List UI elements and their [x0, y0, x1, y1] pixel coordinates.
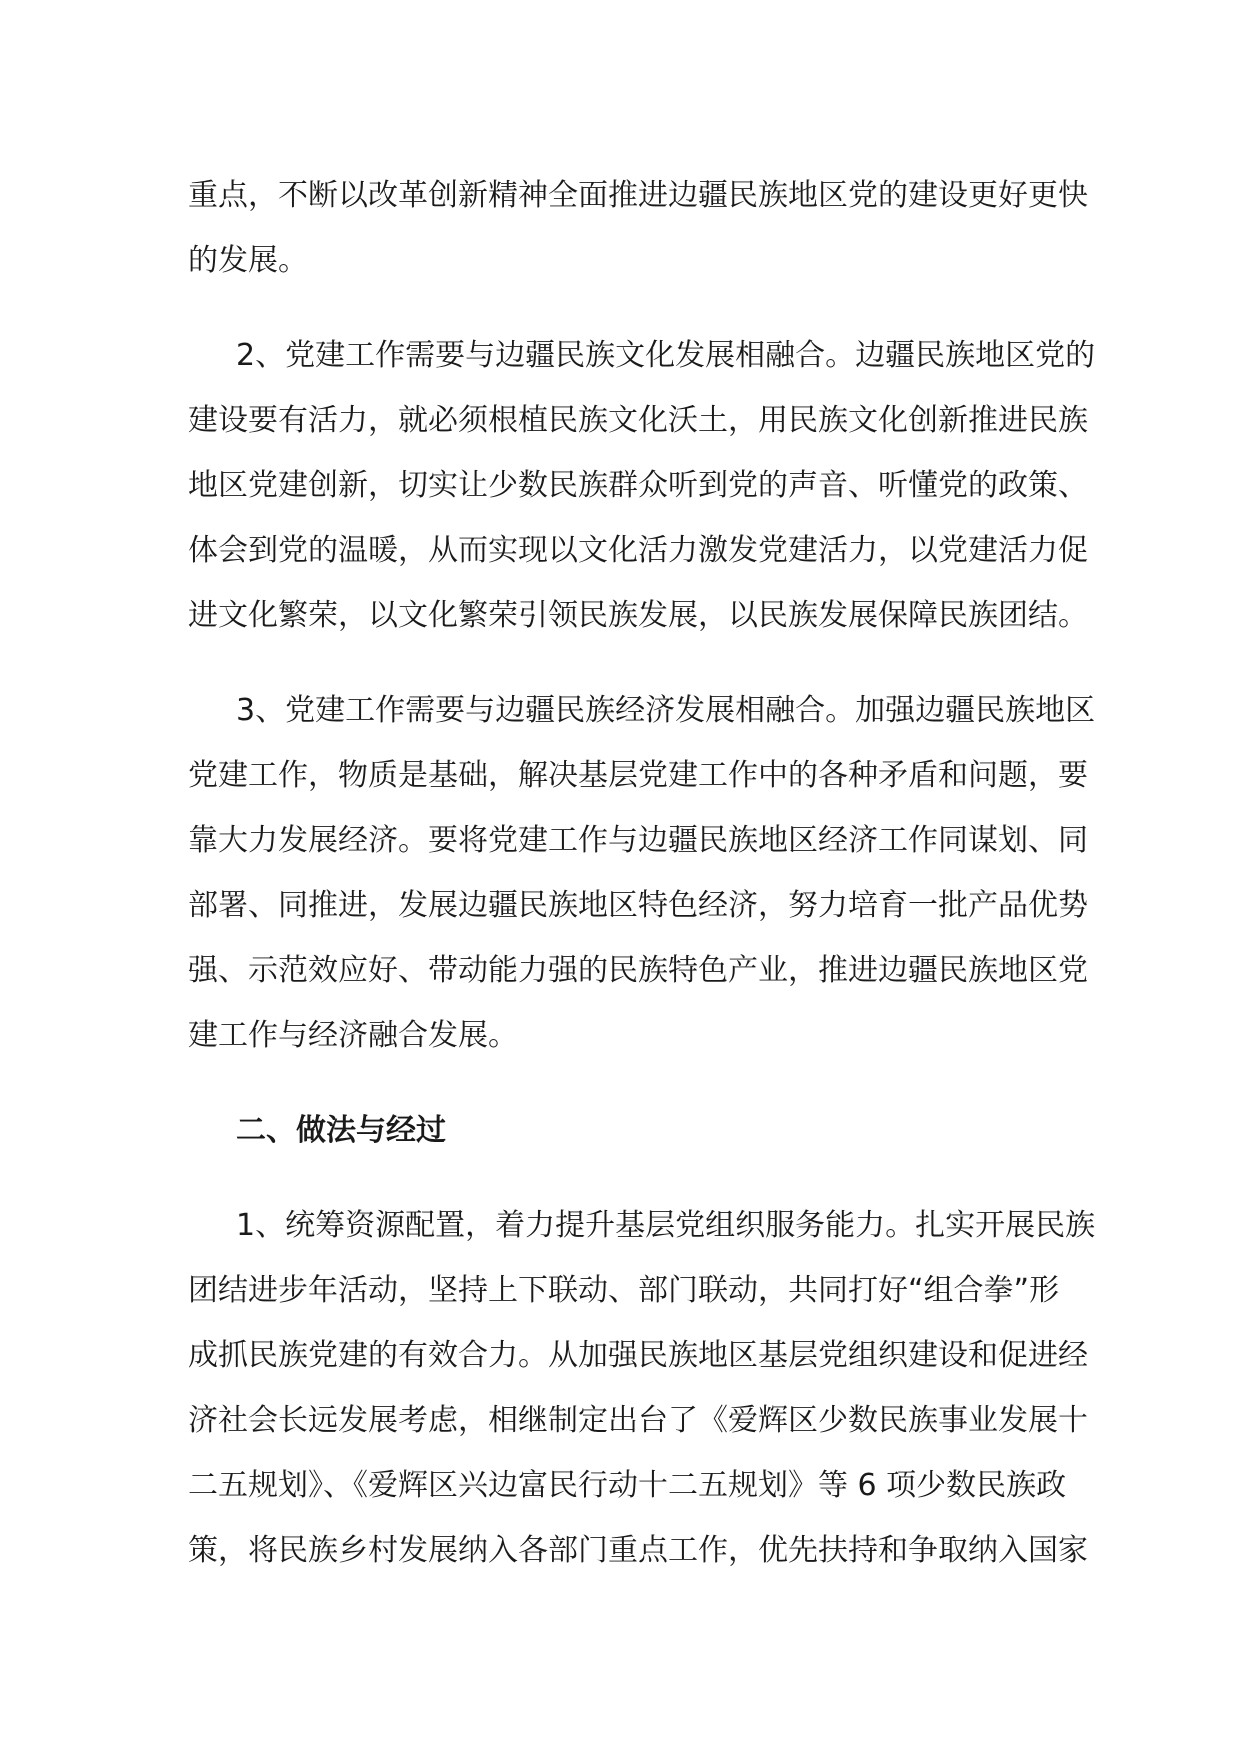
- document-body: [188, 163, 1096, 1583]
- paragraph-economy-integration: [188, 678, 1096, 1068]
- text-line: 团结进步年活动，坚持上下联动、部门联动，共同打好“组合拳”形: [188, 1273, 1060, 1308]
- text-line: 3、党建工作需要与边疆民族经济发展相融合。加强边疆民族地区: [236, 693, 1096, 728]
- section-heading: 二、做法与经过: [236, 1113, 446, 1148]
- text-line: 成抓民族党建的有效合力。从加强民族地区基层党组织建设和促进经: [188, 1338, 1088, 1373]
- text-line: 建工作与经济融合发展。: [188, 1018, 518, 1053]
- text-line: 1、统筹资源配置，着力提升基层党组织服务能力。扎实开展民族: [236, 1208, 1096, 1243]
- text-line: 二五规划》、《爱辉区兴边富民行动十二五规划》等 6 项少数民族政: [188, 1468, 1067, 1503]
- text-line: 的发展。: [188, 243, 308, 278]
- text-line: 部署、同推进，发展边疆民族地区特色经济，努力培育一批产品优势: [188, 888, 1088, 923]
- paragraph-continuation: [188, 163, 1088, 293]
- text-line: 体会到党的温暖，从而实现以文化活力激发党建活力，以党建活力促: [188, 533, 1088, 568]
- text-line: 地区党建创新，切实让少数民族群众听到党的声音、听懂党的政策、: [188, 468, 1088, 503]
- text-line: 重点，不断以改革创新精神全面推进边疆民族地区党的建设更好更快: [188, 178, 1088, 213]
- text-line: 党建工作，物质是基础，解决基层党建工作中的各种矛盾和问题，要: [188, 758, 1088, 793]
- text-line: 强、示范效应好、带动能力强的民族特色产业，推进边疆民族地区党: [188, 953, 1088, 988]
- text-line: 策，将民族乡村发展纳入各部门重点工作，优先扶持和争取纳入国家: [188, 1533, 1088, 1568]
- text-line: 建设要有活力，就必须根植民族文化沃土，用民族文化创新推进民族: [188, 403, 1088, 438]
- text-line: 进文化繁荣，以文化繁荣引领民族发展，以民族发展保障民族团结。: [188, 598, 1088, 633]
- paragraph-resource-allocation: [188, 1193, 1096, 1583]
- text-line: 靠大力发展经济。要将党建工作与边疆民族地区经济工作同谋划、同: [188, 823, 1088, 858]
- text-line: 济社会长远发展考虑，相继制定出台了《爱辉区少数民族事业发展十: [188, 1403, 1088, 1438]
- text-line: 2、党建工作需要与边疆民族文化发展相融合。边疆民族地区党的: [236, 338, 1096, 373]
- paragraph-culture-integration: [188, 323, 1096, 648]
